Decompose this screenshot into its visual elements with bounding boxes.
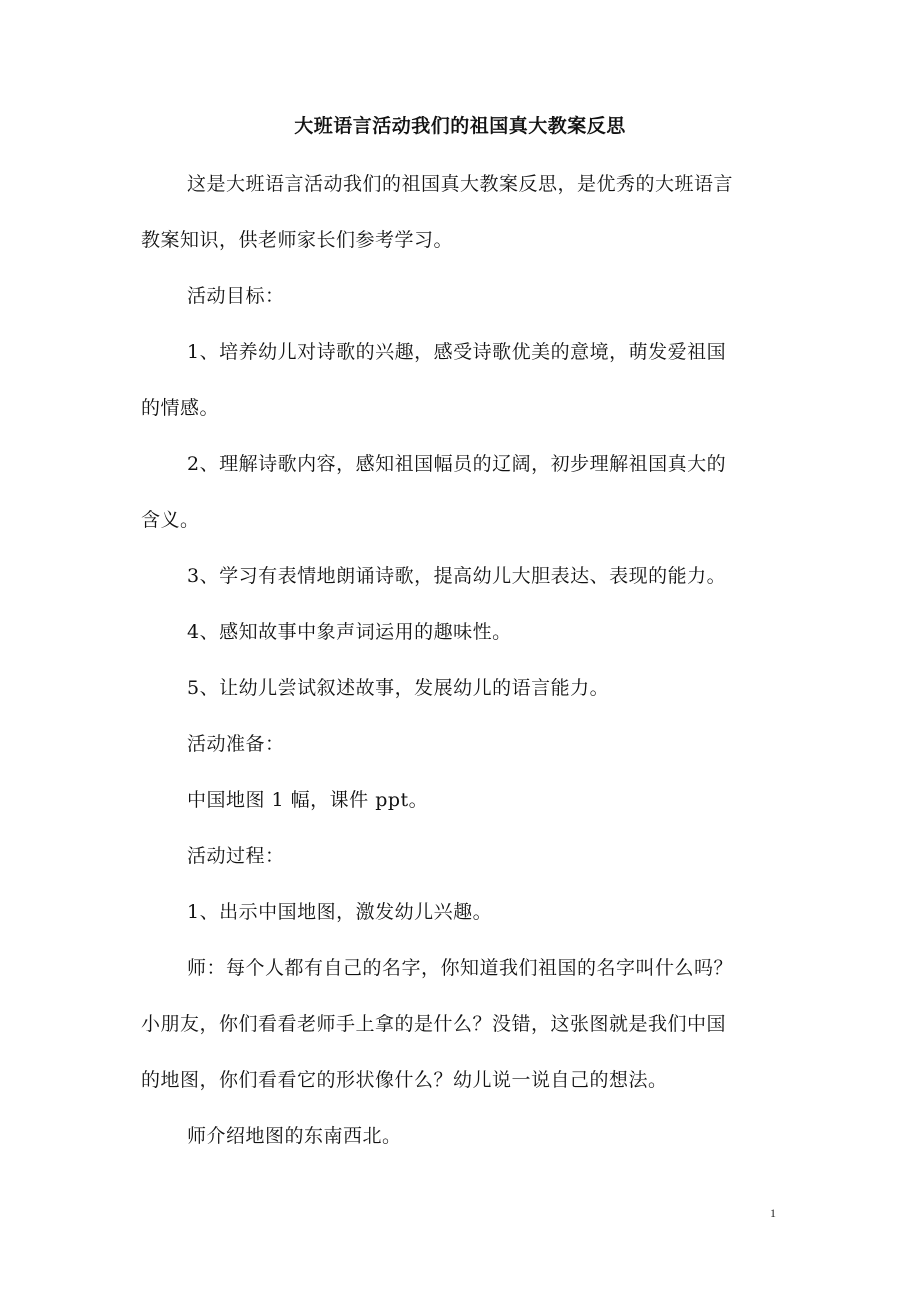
paragraph-line: 师：每个人都有自己的名字，你知道我们祖国的名字叫什么吗？ [187,957,734,979]
paragraph-line: 教案知识，供老师家长们参考学习。 [141,229,454,251]
section-heading: 活动目标： [187,285,285,307]
paragraph-line: 这是大班语言活动我们的祖国真大教案反思，是优秀的大班语言 [187,173,734,195]
paragraph-line: 1、出示中国地图，激发幼儿兴趣。 [187,901,493,923]
section-heading: 活动准备： [187,733,285,755]
paragraph-line: 含义。 [141,509,200,531]
paragraph-line: 的情感。 [141,397,220,419]
document-title: 大班语言活动我们的祖国真大教案反思 [294,115,626,137]
section-heading: 活动过程： [187,845,285,867]
paragraph-line: 小朋友，你们看看老师手上拿的是什么？没错，这张图就是我们中国 [141,1013,727,1035]
paragraph-line: 1、培养幼儿对诗歌的兴趣，感受诗歌优美的意境，萌发爱祖国 [187,341,727,363]
page-number: 1 [770,1206,776,1220]
paragraph-line: 4、感知故事中象声词运用的趣味性。 [187,621,512,643]
paragraph-line: 中国地图 1 幅，课件 ppt。 [187,789,429,811]
paragraph-line: 3、学习有表情地朗诵诗歌，提高幼儿大胆表达、表现的能力。 [187,565,727,587]
paragraph-line: 2、理解诗歌内容，感知祖国幅员的辽阔，初步理解祖国真大的 [187,453,727,475]
paragraph-line: 师介绍地图的东南西北。 [187,1125,402,1147]
paragraph-line: 5、让幼儿尝试叙述故事，发展幼儿的语言能力。 [187,677,610,699]
paragraph-line: 的地图，你们看看它的形状像什么？幼儿说一说自己的想法。 [141,1069,668,1091]
